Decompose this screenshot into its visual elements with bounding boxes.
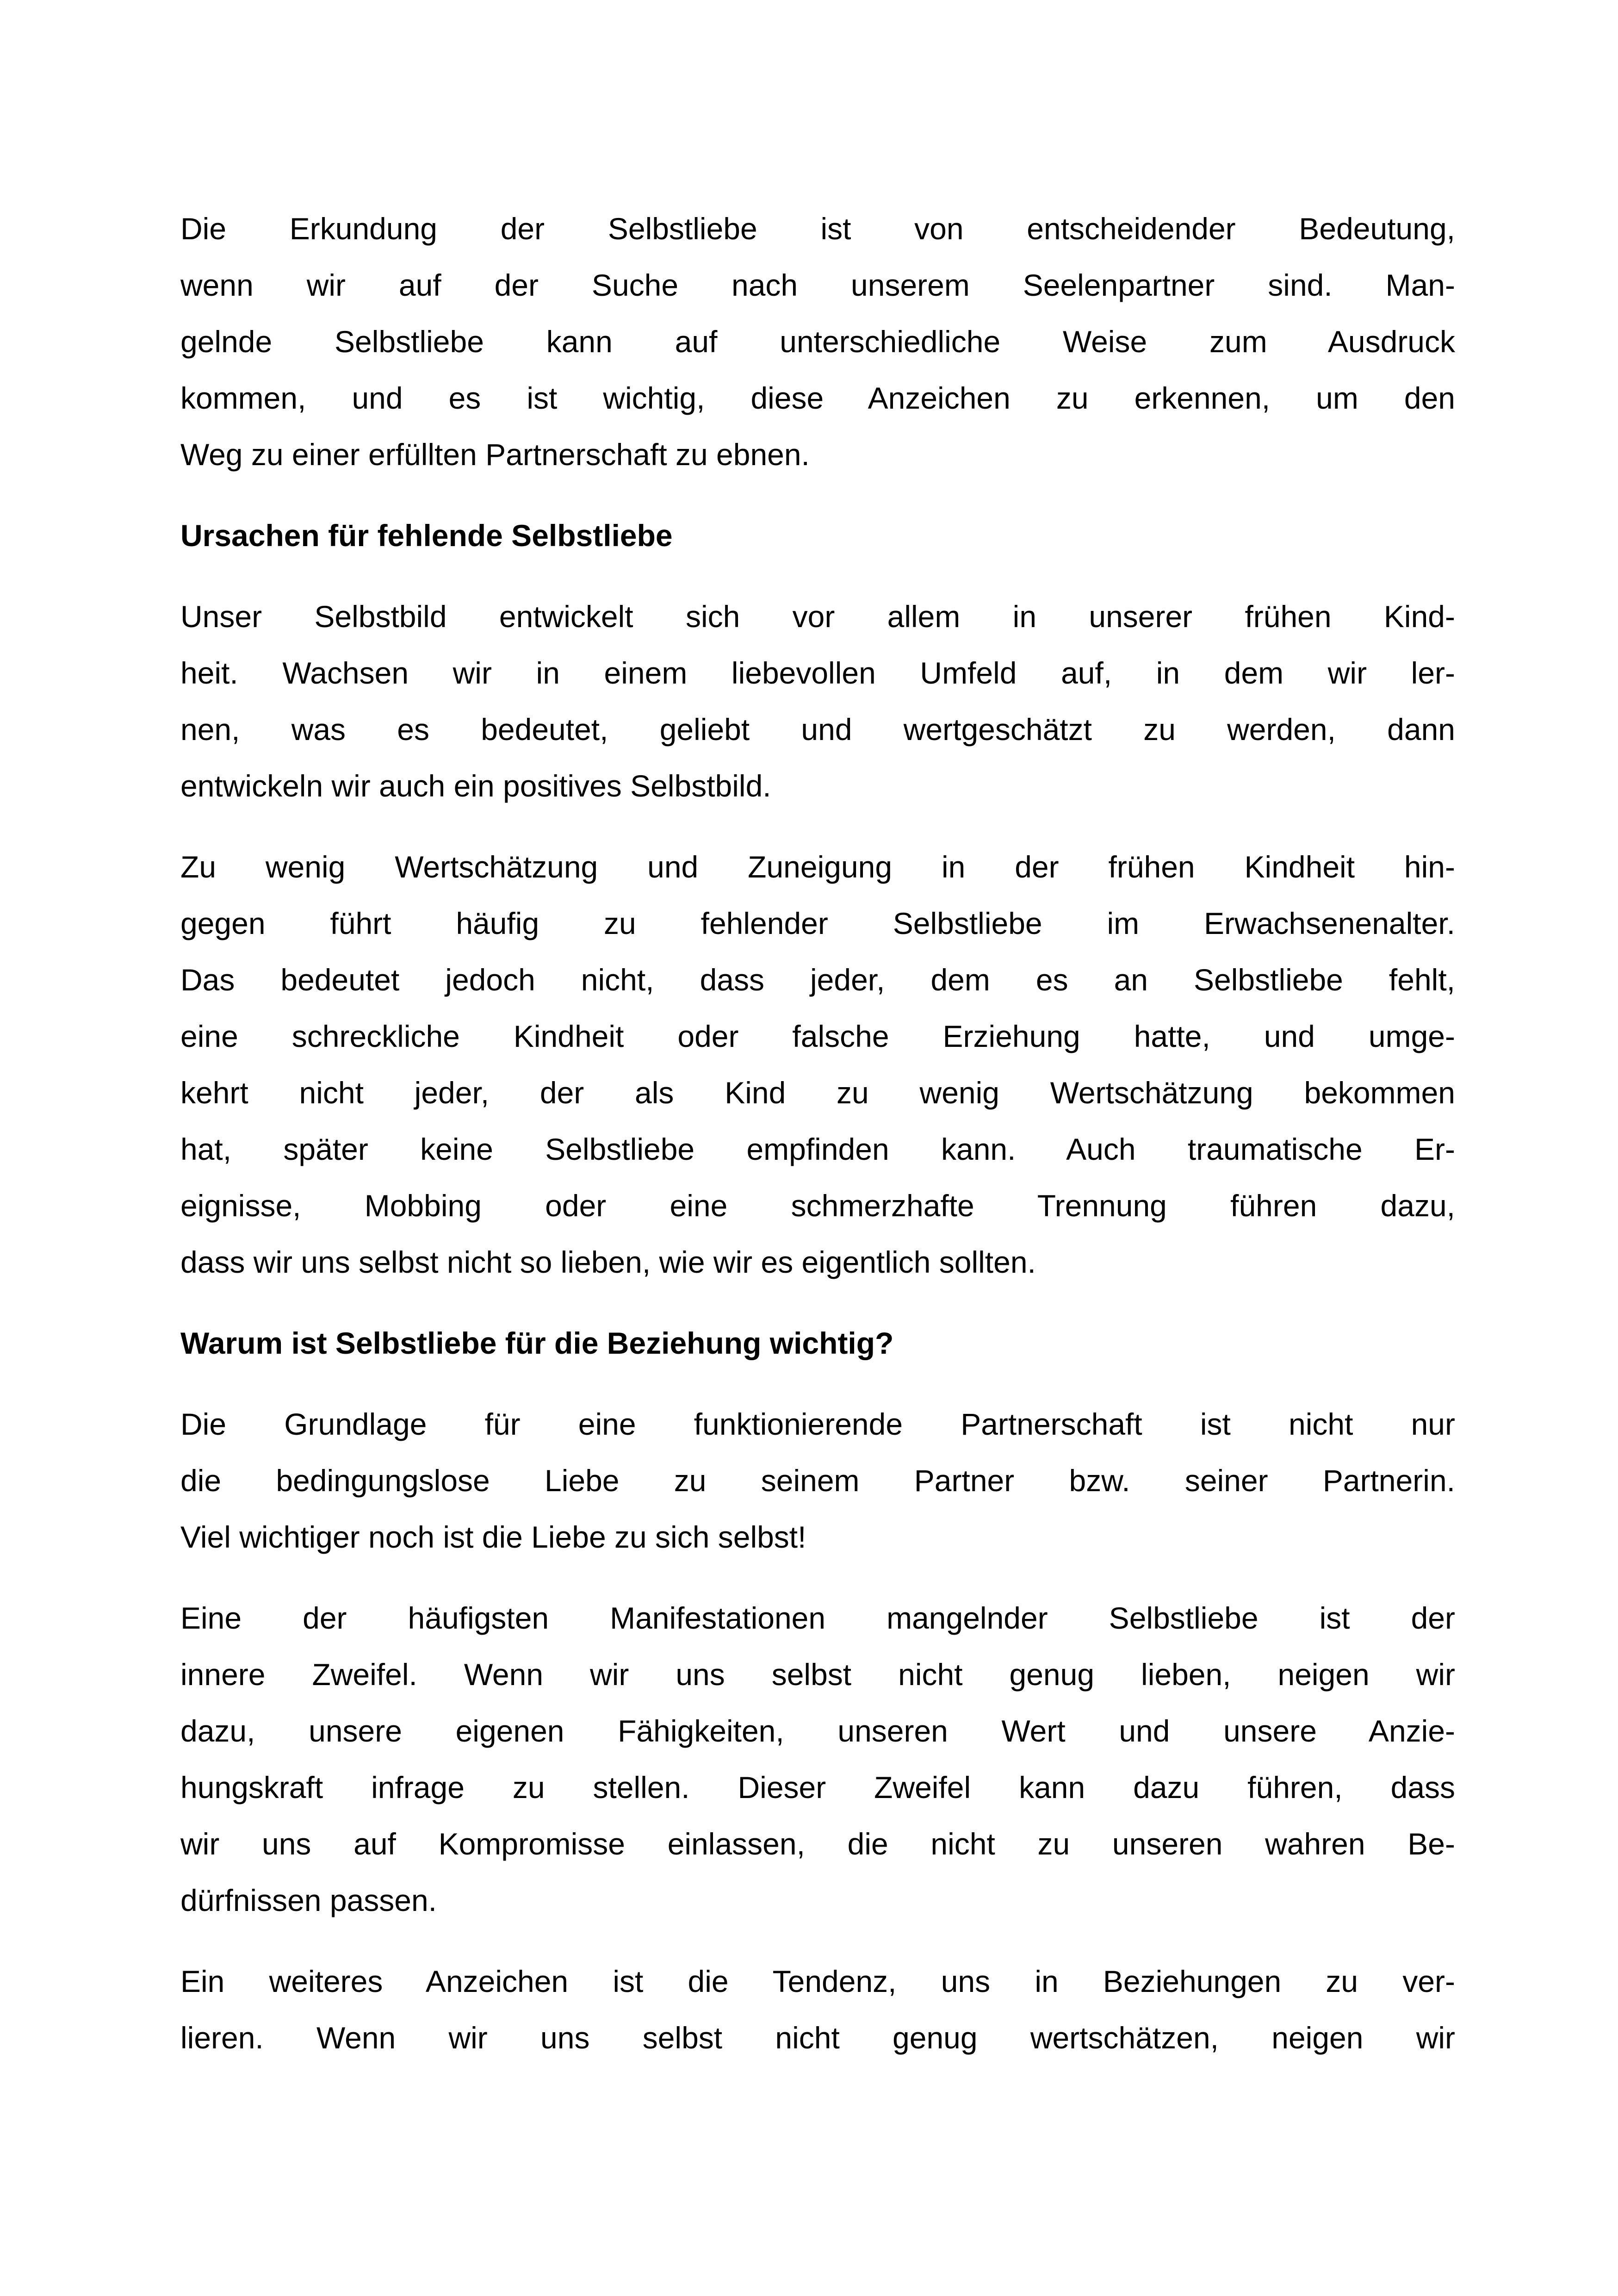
text-line: dazu, unsere eigenen Fähigkeiten, unseren Wert und unsere Anzie-	[180, 1714, 1455, 1748]
text-line: lieren. Wenn wir uns selbst nicht genug wertschätzen, neigen wir	[180, 2021, 1455, 2055]
body-paragraph	[180, 200, 1455, 483]
body-paragraph	[180, 1396, 1455, 1565]
body-paragraph	[180, 588, 1455, 814]
section-heading	[180, 1315, 1455, 1371]
text-line: nen, was es bedeutet, geliebt und wertgeschätzt zu werden, dann	[180, 712, 1455, 747]
text-line: Das bedeutet jedoch nicht, dass jeder, dem es an Selbstliebe fehlt,	[180, 963, 1455, 997]
text-line: Warum ist Selbstliebe für die Beziehung wichtig?	[180, 1326, 894, 1360]
text-line: wir uns auf Kompromisse einlassen, die nicht zu unseren wahren Be-	[180, 1827, 1455, 1861]
text-line: kommen, und es ist wichtig, diese Anzeichen zu erkennen, um den	[180, 381, 1455, 415]
text-line: Die Erkundung der Selbstliebe ist von entscheidender Bedeutung,	[180, 212, 1455, 246]
text-line: die bedingungslose Liebe zu seinem Partner bzw. seiner Partnerin.	[180, 1463, 1455, 1498]
document-page	[180, 200, 1455, 2091]
body-paragraph	[180, 1590, 1455, 1929]
text-line: eignisse, Mobbing oder eine schmerzhafte Trennung führen dazu,	[180, 1188, 1455, 1223]
text-line: entwickeln wir auch ein positives Selbstbild.	[180, 769, 771, 803]
text-line: Eine der häufigsten Manifestationen mangelnder Selbstliebe ist der	[180, 1601, 1455, 1635]
text-line: hat, später keine Selbstliebe empfinden kann. Auch traumatische Er-	[180, 1132, 1455, 1166]
text-line: Weg zu einer erfüllten Partnerschaft zu ebnen.	[180, 437, 810, 472]
text-line: eine schreckliche Kindheit oder falsche Erziehung hatte, und umge-	[180, 1019, 1455, 1053]
text-line: Zu wenig Wertschätzung und Zuneigung in der frühen Kindheit hin-	[180, 850, 1455, 884]
text-line: heit. Wachsen wir in einem liebevollen Umfeld auf, in dem wir ler-	[180, 656, 1455, 690]
text-line: gegen führt häufig zu fehlender Selbstliebe im Erwachsenenalter.	[180, 906, 1455, 940]
text-line: Ein weiteres Anzeichen ist die Tendenz, uns in Beziehungen zu ver-	[180, 1964, 1455, 1998]
text-line: dürfnissen passen.	[180, 1883, 437, 1917]
text-line: Viel wichtiger noch ist die Liebe zu sich selbst!	[180, 1520, 806, 1554]
text-line: Die Grundlage für eine funktionierende Partnerschaft ist nicht nur	[180, 1407, 1455, 1441]
text-line: hungskraft infrage zu stellen. Dieser Zweifel kann dazu führen, dass	[180, 1770, 1455, 1804]
text-line: kehrt nicht jeder, der als Kind zu wenig Wertschätzung bekommen	[180, 1076, 1455, 1110]
text-line: innere Zweifel. Wenn wir uns selbst nicht genug lieben, neigen wir	[180, 1657, 1455, 1692]
text-line: wenn wir auf der Suche nach unserem Seelenpartner sind. Man-	[180, 268, 1455, 302]
body-paragraph	[180, 839, 1455, 1290]
body-paragraph	[180, 1953, 1455, 2066]
section-heading	[180, 507, 1455, 564]
text-line: gelnde Selbstliebe kann auf unterschiedliche Weise zum Ausdruck	[180, 324, 1455, 359]
text-line: Ursachen für fehlende Selbstliebe	[180, 518, 673, 553]
text-line: Unser Selbstbild entwickelt sich vor allem in unserer frühen Kind-	[180, 599, 1455, 634]
text-line: dass wir uns selbst nicht so lieben, wie wir es eigentlich sollten.	[180, 1245, 1036, 1279]
